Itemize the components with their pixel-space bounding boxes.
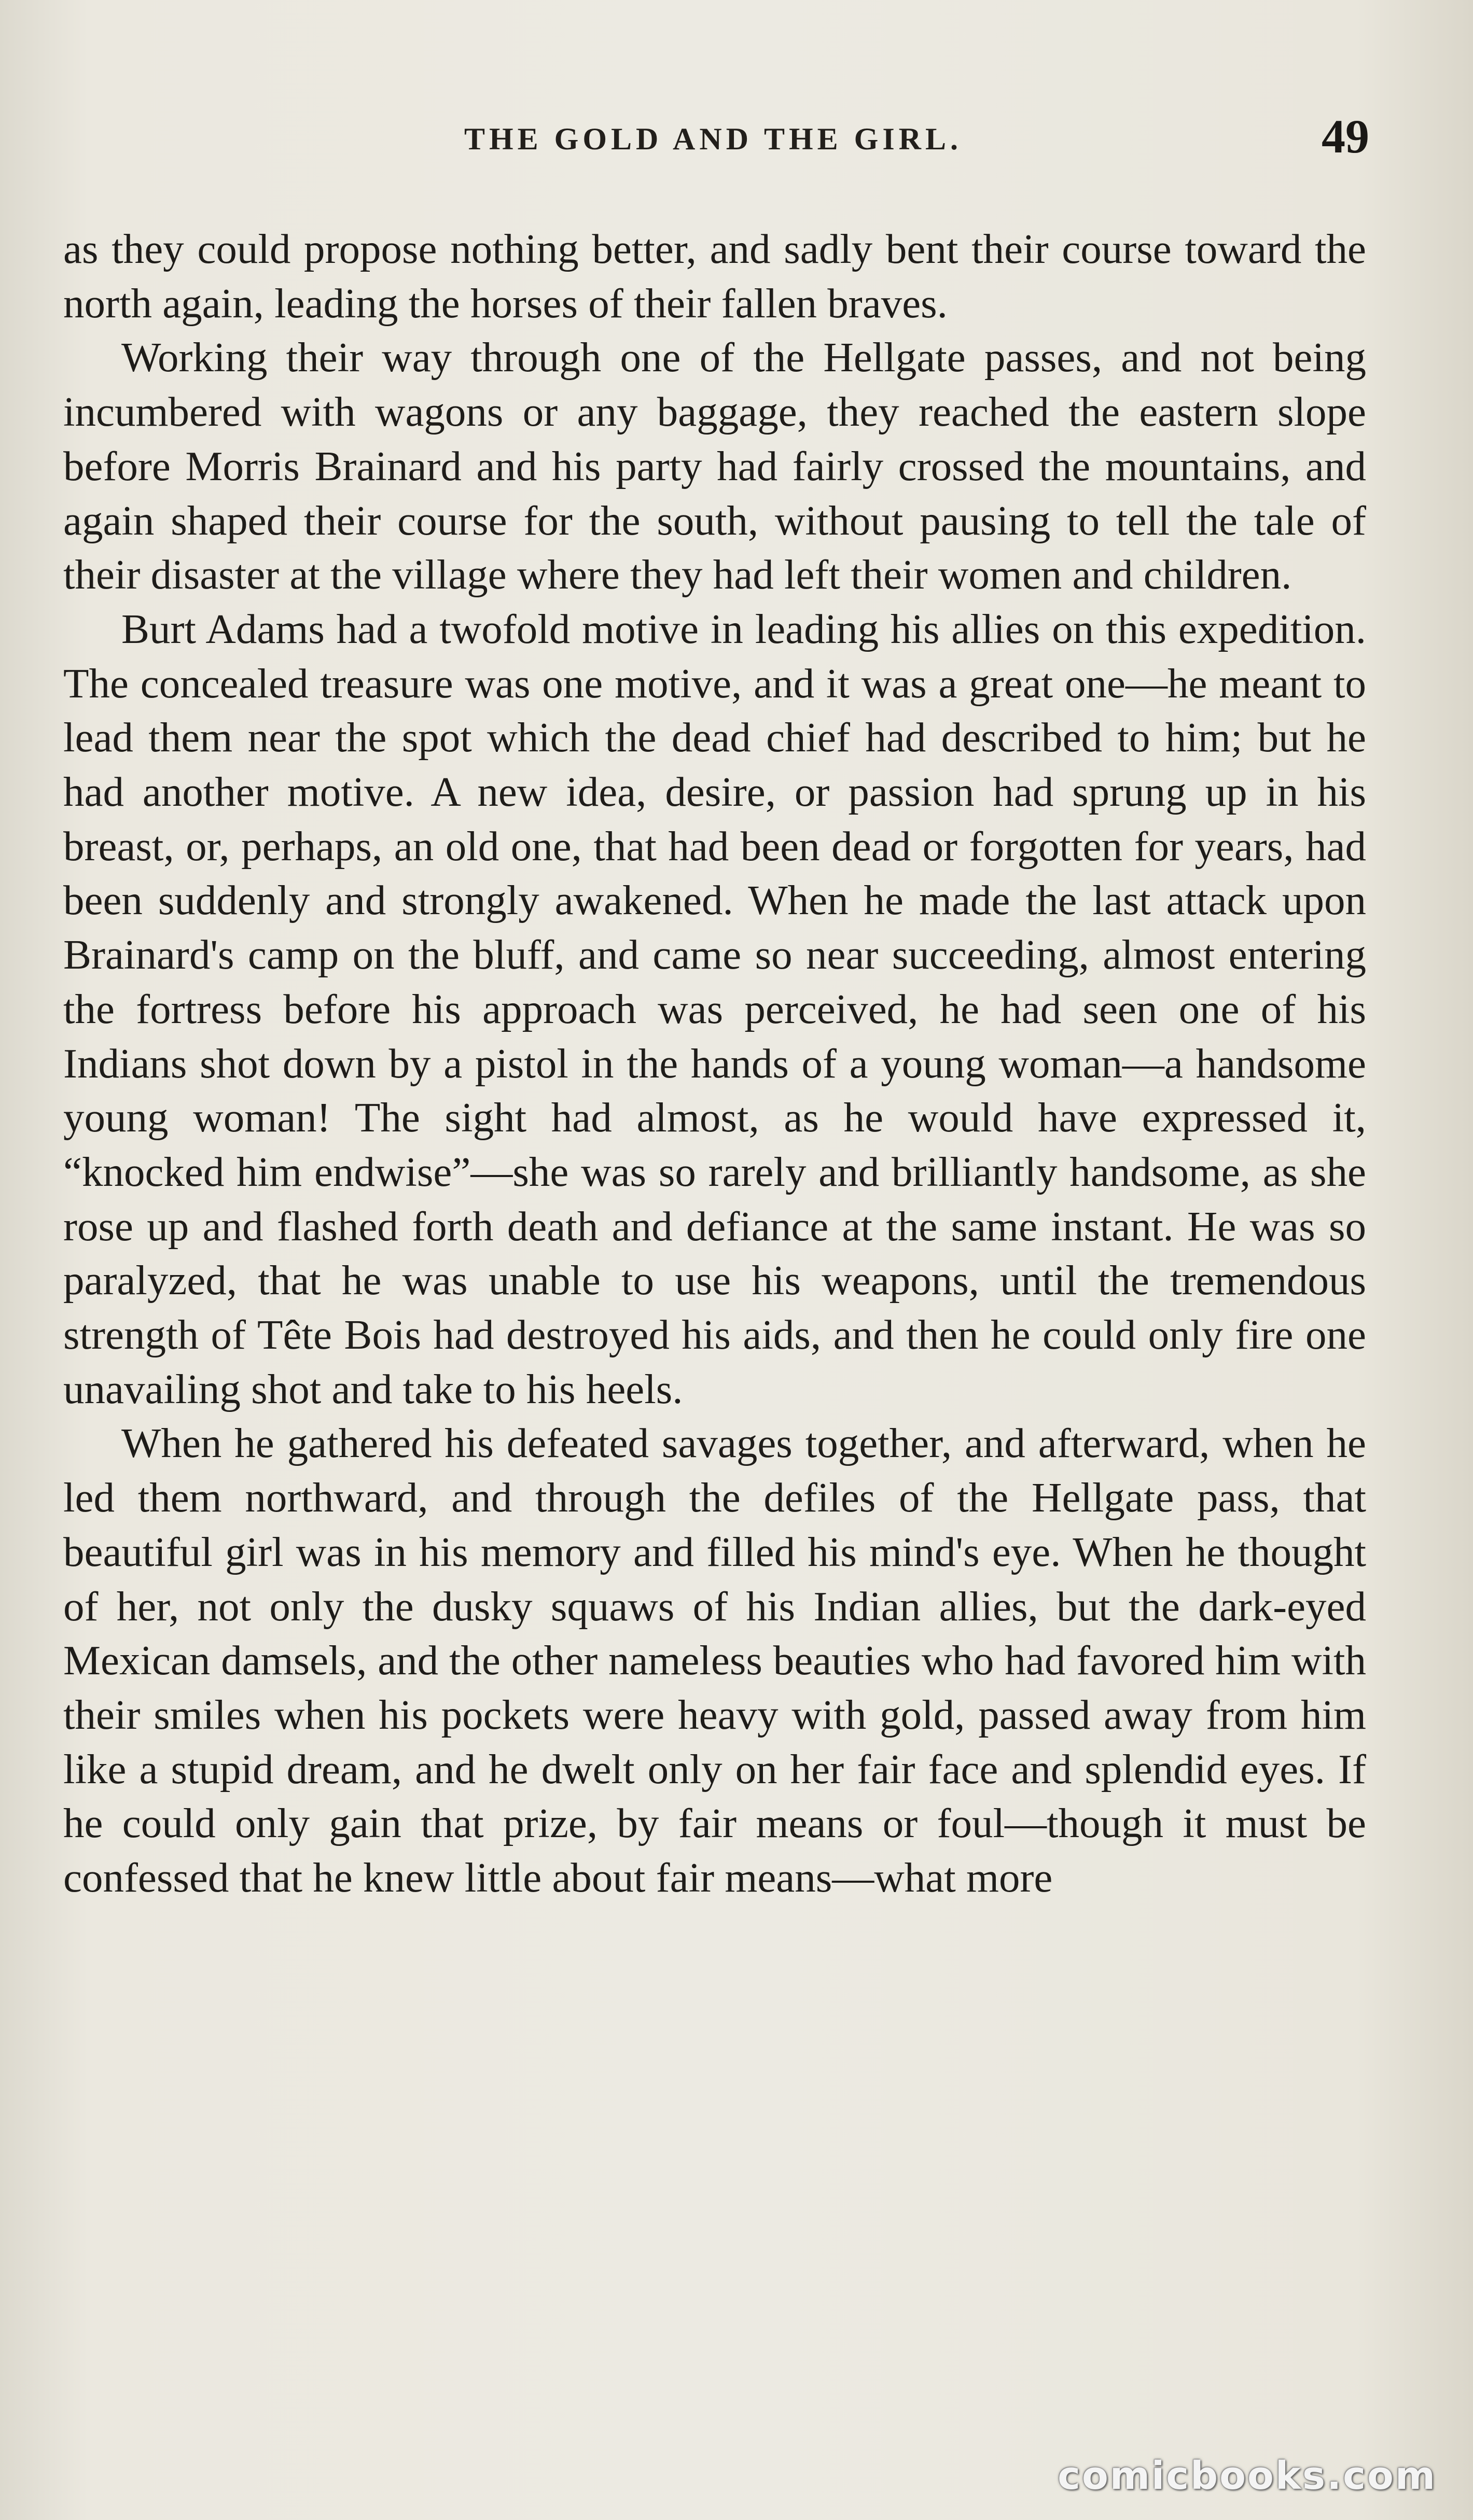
- paragraph: Working their way through one of the Hellgate passes, and not being incumbered with wagons or any baggage, they reached the eastern slope before Morris Brainard and his party had fairly crossed the mountains, and again shaped their course for the south, without pausing to tell the tale of their disaster at the village where they had left their women and children.: [63, 334, 1366, 598]
- running-head: [57, 109, 1369, 171]
- body-text: [63, 222, 1366, 1905]
- running-title: THE GOLD AND THE GIRL.: [464, 122, 963, 156]
- paragraph-continuation: as they could propose nothing better, and sadly bent their course toward the north again, leading the horses of their fallen braves.: [63, 226, 1366, 327]
- page-number: 49: [1322, 110, 1369, 163]
- watermark: comicbooks.com: [1058, 2454, 1437, 2498]
- paragraph: Burt Adams had a twofold motive in leading his allies on this expedition. The concealed treasure was one motive, and it was a great one—he meant to lead them near the spot which the dead chief had described to him; but he had another motive. A new idea, desire, or passion had sprung up in his breast, or, perhaps, an old one, that had been dead or forgotten for years, had been suddenly and strongly awakened. When he made the last attack upon Brainard's camp on the bluff, and came so near succeeding, almost entering the fortress before his approach was perceived, he had seen one of his Indians shot down by a pistol in the hands of a young woman—a handsome young woman! The sight had almost, as he would have expressed it, “knocked him endwise”—she was so rarely and brilliantly handsome, as she rose up and flashed forth death and defiance at the same instant. He was so paralyzed, that he was unable to use his weapons, until the tremendous strength of Tête Bois had destroyed his aids, and then he could only fire one unavailing shot and take to his heels.: [63, 605, 1366, 1412]
- paragraph: When he gathered his defeated savages together, and afterward, when he led them northward, and through the defiles of the Hellgate pass, that beautiful girl was in his memory and filled his mind's eye. When he thought of her, not only the dusky squaws of his Indian allies, but the dark-eyed Mexican damsels, and the other nameless beauties who had favored him with their smiles when his pockets were heavy with gold, passed away from him like a stupid dream, and he dwelt only on her fair face and splendid eyes. If he could only gain that prize, by fair means or foul—though it must be confessed that he knew little about fair means—what more: [63, 1420, 1366, 1901]
